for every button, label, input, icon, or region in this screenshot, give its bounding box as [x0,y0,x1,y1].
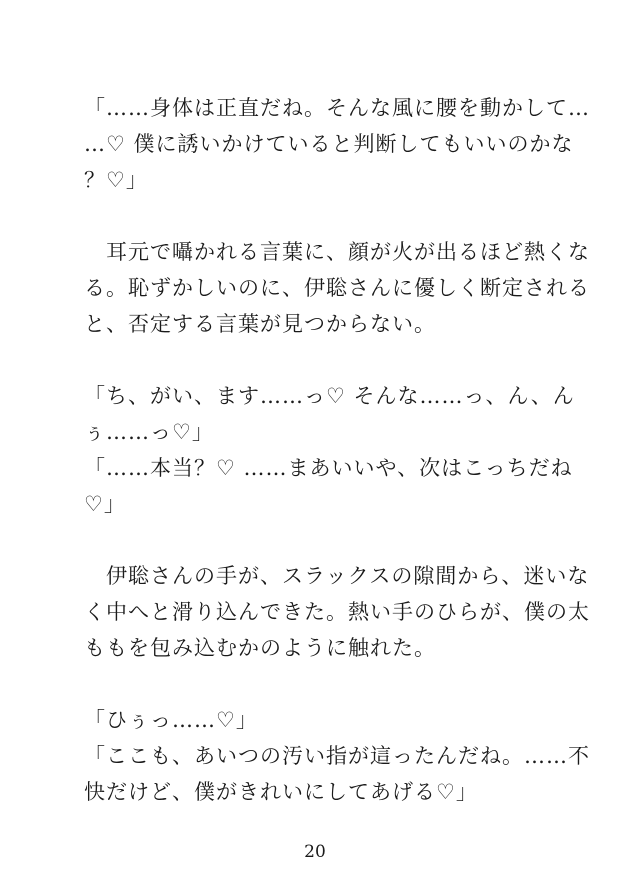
text-line: 「……本当？♡ ……まあいいや、次はこっちだね [84,456,573,480]
text-line: 「ち、がい、ます……っ♡ そんな……っ、ん、ん [84,384,575,408]
text-line: ももを包み込むかのように触れた。 [84,636,436,660]
blank-line [84,666,564,702]
text-line: る。恥ずかしいのに、伊聡さんに優しく断定される [84,276,590,300]
blank-line [84,342,564,378]
text-line: 快だけど、僕がきれいにしてあげる♡」 [84,780,478,804]
page-number: 20 [304,842,326,862]
text-line: 「……身体は正直だね。そんな風に腰を動かして… [84,96,590,120]
text-line: 伊聡さんの手が、スラックスの隙間から、迷いな [84,564,590,588]
body-text [84,90,590,810]
text-line: ぅ……っ♡」 [84,420,214,444]
text-line: 「ここも、あいつの汚い指が這ったんだね。……不 [84,744,590,768]
text-line: ♡」 [84,492,126,516]
text-line: く中へと滑り込んできた。熱い手のひらが、僕の太 [84,600,590,624]
text-line: 耳元で囁かれる言葉に、顔が火が出るほど熱くな [84,240,590,264]
text-line: ？♡」 [84,168,148,192]
text-line: …♡ 僕に誘いかけていると判断してもいいのかな [84,132,574,156]
blank-line [84,522,564,558]
text-line: と、否定する言葉が見つからない。 [84,312,436,336]
text-line: 「ひぅっ……♡」 [84,708,258,732]
blank-line [84,198,564,234]
